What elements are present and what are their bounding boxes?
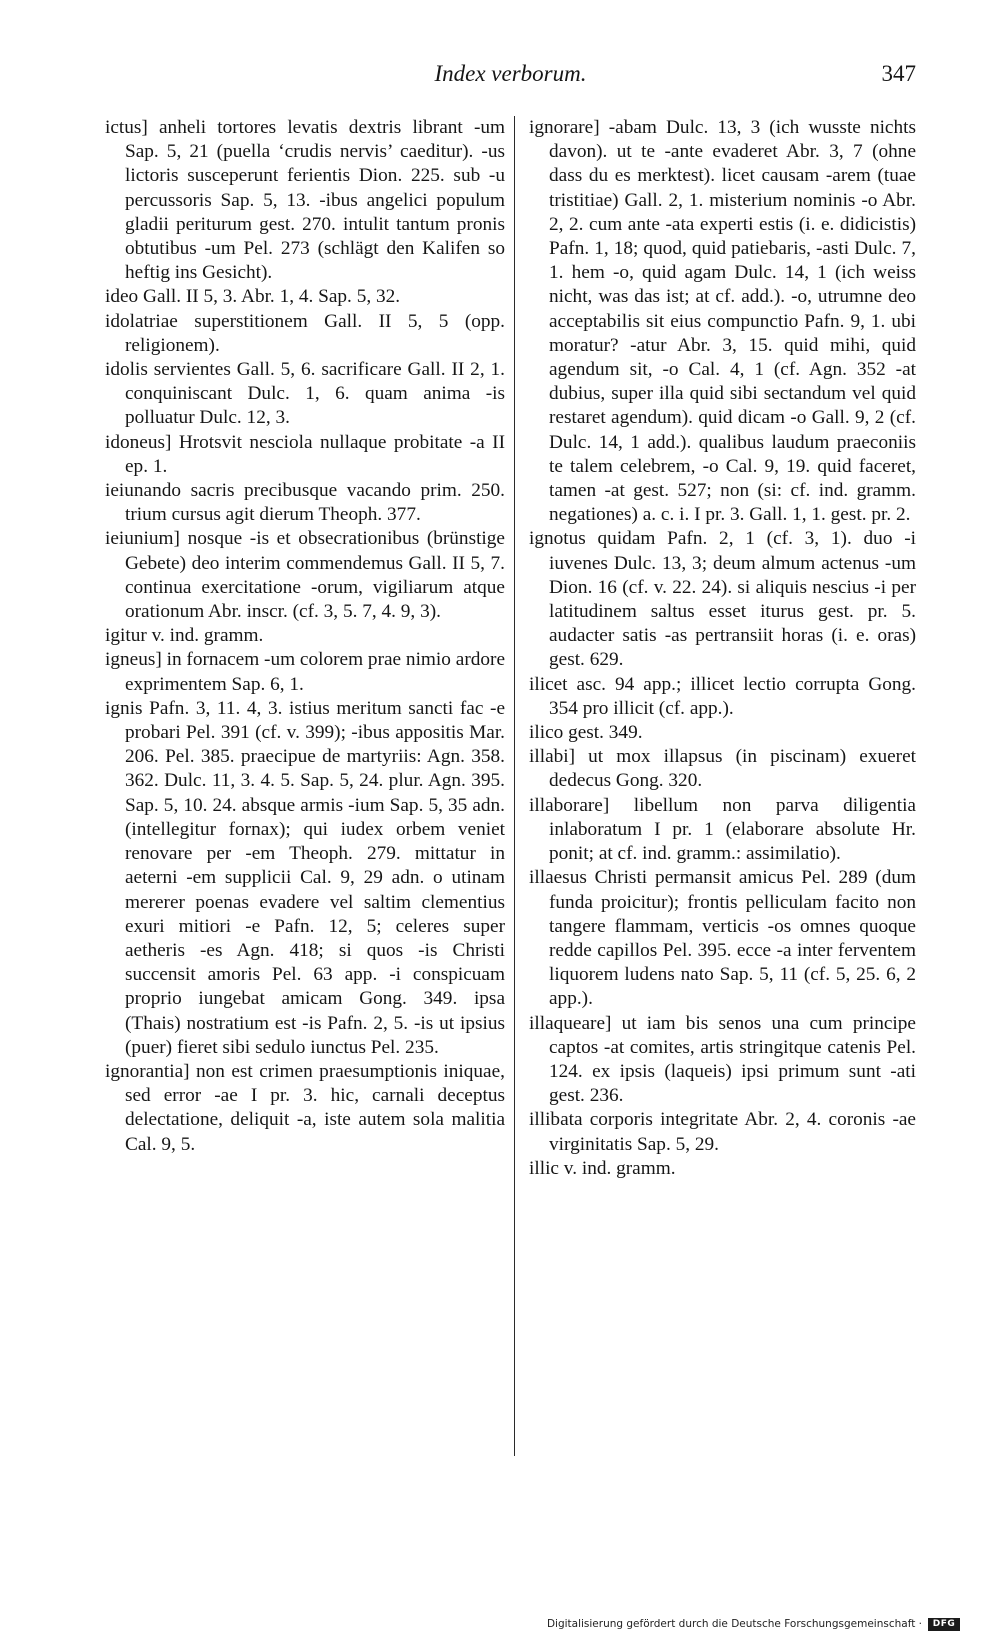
page-title: Index verborum.: [434, 61, 587, 86]
index-entry: ignorantia] non est crimen praesumptionis iniquae, sed error -ae I pr. 3. hic, carnali deceptus delectatione, deliquit -a, iste autem sola malitia Cal. 9, 5.: [105, 1060, 505, 1155]
index-entry: ieiunando sacris precibusque vacando prim. 250. trium cursus agit dierum Theoph. 377.: [105, 480, 505, 526]
dfg-logo-icon: DFG: [928, 1618, 960, 1631]
column-divider: [514, 116, 515, 1456]
index-entry: illaborare] libellum non parva diligentia inlaboratum I pr. 1 (elaborare absolute Hr. ponit; at cf. ind. gramm.: assimilatio).: [529, 794, 916, 865]
footer: [547, 1615, 960, 1633]
index-entry: ideo Gall. II 5, 3. Abr. 1, 4. Sap. 5, 32.: [105, 286, 401, 308]
index-entry: ignis Pafn. 3, 11. 4, 3. istius meritum sancti fac -e probari Pel. 391 (cf. v. 399); -ibus appositis Mar. 206. Pel. 385. praecipue de martyriis: Agn. 358. 362. Dulc. 11, 3. 4. 5. Sap. 5, 24. plur. Agn. 395. Sap. 5, 10. 24. absque armis -ium Sap. 5, 35 adn. (intellegitur fornax); qui iudex orbem veniet renovare per -em Theoph. 279. mittatur in aeterni -em supplicii Cal. 9, 29 adn. o utinam mererer poenas evadere vel saltim clementius exuri mitiori -e Pafn. 12, 5; celeres super aetheris -es Agn. 418; si quos -is Christi succensit amoris Pel. 63 app. -i conspicuam proprio iungebat amicam Gong. 349. ipsa (Thais) nostratium est -is Pafn. 2, 5. -is ut ipsius (puer) fieret sibi sedulo iunctus Pel. 235.: [105, 697, 505, 1058]
index-entry: ilico gest. 349.: [529, 722, 643, 744]
right-column: [529, 116, 916, 1181]
index-entry: illabi] ut mox illapsus (in piscinam) exueret dedecus Gong. 320.: [529, 746, 916, 792]
page-number: 347: [881, 61, 916, 86]
index-entry: igitur v. ind. gramm.: [105, 625, 264, 647]
running-header: [105, 56, 916, 92]
index-entry: illaqueare] ut iam bis senos una cum principe captos -at comites, artis stringitque catenis Pel. 124. ex ipsis (laqueis) ipsi primum sunt -ati gest. 236.: [529, 1012, 916, 1107]
index-entry: ieiunium] nosque -is et obsecrationibus (brünstige Gebete) deo interim commendemus Gall. II 5, 7. continua exercitatione -orum, vigiliarum atque orationum Abr. inscr. (cf. 3, 5. 7, 4. 9, 3).: [105, 528, 505, 623]
index-entry: illaesus Christi permansit amicus Pel. 289 (dum funda proicitur); frontis pelliculam facito non tangere flammam, verticis -os omnes quoque redde capillos Pel. 395. ecce -a inter ferventem liquorem ludens nato Sap. 5, 11 (cf. 5, 25. 6, 2 app.).: [529, 867, 916, 1010]
index-entry: ictus] anheli tortores levatis dextris librant -um Sap. 5, 21 (puella ‘crudis nervis’ caeditur). -us lictoris susceperunt ferientis Dion. 225. sub -u percussoris Sap. 5, 13. -ibus angelici populum gladii periturum gest. 270. intulit tantum pronis obtutibus -um Pel. 273 (schlägt den Kalifen so heftig ins Gesicht).: [105, 117, 505, 284]
left-column: [105, 116, 505, 1157]
index-entry: ignorare] -abam Dulc. 13, 3 (ich wusste nichts davon). ut te -ante evaderet Abr. 3, 7 (ohne dass du es merktest). licet causam -arem (tuae tristitiae) Gall. 2, 1. misterium nominis -o Abr. 2, 2. cum ante -ata experti estis (i. e. didicistis) Pafn. 1, 18; quod, quid patiebaris, -asti Dulc. 7, 1. hem -o, quid agam Dulc. 14, 1 (ich weiss nicht, was das ist; at cf. add.). -o, utrumne deo acceptabilis sit eius compunctio Pafn. 9, 1. ubi moratur? -atur Abr. 3, 15. quid mihi, quid agendum sit, -o Cal. 4, 1 (cf. Agn. 352 -at dubius, super illa quid sibi sectandum vel quid restaret agendum). quid dicam -o Gall. 9, 2 (cf. Dulc. 14, 1 add.). qualibus laudum praeconiis te talem celebrem, -o Cal. 9, 19. quid faceret, tamen -at gest. 527; non (si: cf. ind. gramm. negationes) a. c. i. I pr. 3. Gall. 1, 1. gest. pr. 2.: [529, 117, 916, 526]
index-entry: ignotus quidam Pafn. 2, 1 (cf. 3, 1). duo -i iuvenes Dulc. 13, 3; deum almum actenus -um Dion. 16 (cf. v. 22. 24). si aliquis nescius -i per latitudinem saltus esset iturus gest. pr. 5. audacter satis -as pertransiit horas (i. e. oras) gest. 629.: [529, 528, 916, 671]
index-entry: idoneus] Hrotsvit nesciola nullaque probitate -a II ep. 1.: [105, 431, 505, 477]
index-entry: illibata corporis integritate Abr. 2, 4. coronis -ae virginitatis Sap. 5, 29.: [529, 1109, 916, 1155]
index-entry: idolis servientes Gall. 5, 6. sacrificare Gall. II 2, 1. conquiniscant Dulc. 1, 6. quam anima -is polluatur Dulc. 12, 3.: [105, 359, 505, 429]
index-entry: idolatriae superstitionem Gall. II 5, 5 (opp. religionem).: [105, 310, 505, 356]
index-entry: illic v. ind. gramm.: [529, 1157, 676, 1179]
digitization-credit: Digitalisierung gefördert durch die Deutsche Forschungsgemeinschaft ·: [546, 1618, 922, 1630]
index-entry: ilicet asc. 94 app.; illicet lectio corrupta Gong. 354 pro illicit (cf. app.).: [529, 673, 916, 719]
index-entry: igneus] in fornacem -um colorem prae nimio ardore exprimentem Sap. 6, 1.: [105, 649, 505, 695]
